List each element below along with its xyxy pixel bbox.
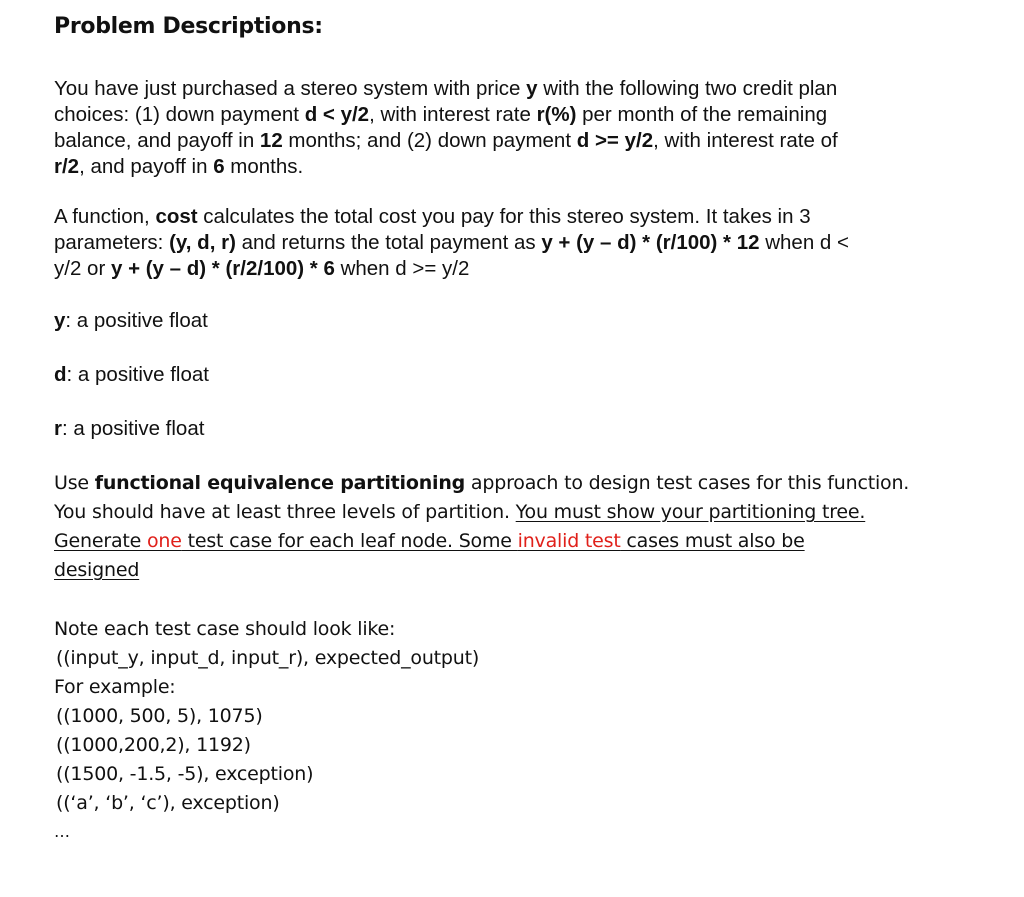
text-line: Use functional equivalence partitioning approach to design test cases for this function.: [54, 472, 910, 494]
example-line: ((‘a’, ‘b’, ‘c’), exception): [56, 792, 280, 814]
text-line: y/2 or y + (y – d) * (r/2/100) * 6 when d >= y/2: [54, 257, 470, 280]
intro-paragraph: [54, 76, 838, 180]
text-line: r/2, and payoff in 6 months.: [54, 155, 304, 178]
example-label: For example:: [54, 676, 176, 698]
text-line: You should have at least three levels of partition. You must show your partitioning tree.: [54, 501, 866, 523]
function-paragraph: [54, 204, 849, 282]
ellipsis: …: [54, 822, 70, 841]
instructions-paragraph: [54, 469, 909, 585]
example-line: ((1500, -1.5, -5), exception): [56, 763, 314, 785]
param-d: d: a positive float: [54, 363, 209, 386]
format-line: ((input_y, input_d, input_r), expected_output): [56, 647, 480, 669]
page-title: Problem Descriptions:: [54, 14, 323, 39]
param-r: r: a positive float: [54, 417, 205, 440]
text-line: You have just purchased a stereo system with price y with the following two credit plan: [54, 77, 838, 100]
test-case-note: [54, 615, 479, 818]
text-line: parameters: (y, d, r) and returns the total payment as y + (y – d) * (r/100) * 12 when d <: [54, 231, 849, 254]
text-line: choices: (1) down payment d < y/2, with interest rate r(%) per month of the remaining: [54, 103, 828, 126]
param-y: y: a positive float: [54, 309, 208, 332]
text-line: designed: [54, 559, 140, 581]
example-line: ((1000, 500, 5), 1075): [56, 705, 263, 727]
note-intro: Note each test case should look like:: [54, 618, 396, 640]
example-line: ((1000,200,2), 1192): [56, 734, 251, 756]
text-line: balance, and payoff in 12 months; and (2) down payment d >= y/2, with interest rate of: [54, 129, 838, 152]
text-line: Generate one test case for each leaf node. Some invalid test cases must also be: [54, 530, 805, 552]
text-line: A function, cost calculates the total cost you pay for this stereo system. It takes in 3: [54, 205, 811, 228]
